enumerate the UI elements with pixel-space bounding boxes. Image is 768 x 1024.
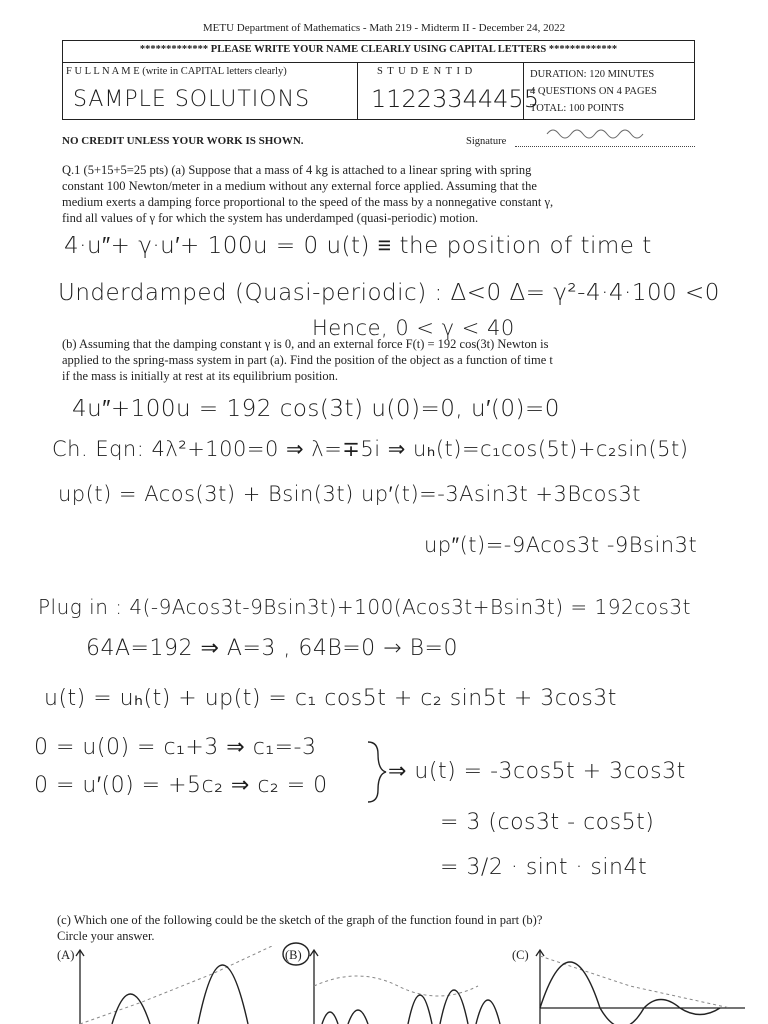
q1b-line: if the mass is initially at rest at its equilibrium position. <box>62 369 339 383</box>
capital-letters-banner: ************* PLEASE WRITE YOUR NAME CLEARLY USING CAPITAL LETTERS ************* <box>139 44 618 55</box>
option-b-label[interactable]: (B) <box>285 948 302 962</box>
q1a-line: find all values of γ for which the system has underdamped (quasi-periodic) motion. <box>62 211 479 225</box>
q1b-answer-line: = 3 (cos3t - cos5t) <box>440 810 655 835</box>
q1a-line: Q.1 (5+15+5=25 pts) (a) Suppose that a mass of 4 kg is attached to a linear spring with spring <box>62 163 532 177</box>
q1b-answer-line: 64A=192 ⇒ A=3 , 64B=0 → B=0 <box>86 636 458 661</box>
page-header-title: METU Department of Mathematics - Math 219 - Midterm II - December 24, 2022 <box>202 22 566 34</box>
questions-text: 4 QUESTIONS ON 4 PAGES <box>530 86 657 97</box>
q1b-answer-line: up″(t)=-9Acos3t -9Bsin3t <box>424 533 698 557</box>
q1b-answer-line: up(t) = Acos(3t) + Bsin(3t) up′(t)=-3Asin3t +3Bcos3t <box>58 482 642 506</box>
divider <box>357 62 358 119</box>
q1c-line: Circle your answer. <box>57 929 155 943</box>
exam-info <box>530 66 657 117</box>
option-a-label[interactable]: (A) <box>57 948 75 962</box>
signature-scribble <box>545 122 665 142</box>
q1b-answer-line: Ch. Eqn: 4λ²+100=0 ⇒ λ=∓5i ⇒ uₕ(t)=c₁cos(5t)+c₂sin(5t) <box>52 437 689 461</box>
option-b-graph[interactable] <box>308 946 508 1024</box>
option-a-graph[interactable] <box>72 946 277 1024</box>
total-points-text: TOTAL: 100 POINTS <box>530 103 625 114</box>
q1a-answer-line: Hence, 0 < γ < 40 <box>312 316 515 340</box>
fullname-field[interactable]: SAMPLE SOLUTIONS <box>73 87 311 112</box>
q1b-line: (b) Assuming that the damping constant γ is 0, and an external force F(t) = 192 cos(3t) Newton is <box>62 337 549 351</box>
q1a-answer-line: Underdamped (Quasi-periodic) : Δ<0 Δ= γ²-4·4·100 <0 <box>58 280 720 306</box>
q1b-answer-line: 0 = u(0) = c₁+3 ⇒ c₁=-3 <box>34 735 317 760</box>
no-credit-notice: NO CREDIT UNLESS YOUR WORK IS SHOWN. <box>62 135 304 147</box>
signature-line[interactable] <box>515 146 695 147</box>
divider <box>63 62 694 63</box>
q1b-answer-line: Plug in : 4(-9Acos3t-9Bsin3t)+100(Acos3t+Bsin3t) = 192cos3t <box>38 595 691 619</box>
option-c-graph[interactable] <box>530 946 745 1024</box>
q1c-text <box>57 912 707 944</box>
q1b-answer-line: 4u″+100u = 192 cos(3t) u(0)=0, u′(0)=0 <box>72 396 560 422</box>
q1b-answer-line: u(t) = uₕ(t) + up(t) = c₁ cos5t + c₂ sin5t + 3cos3t <box>44 686 617 711</box>
q1a-text <box>62 162 702 226</box>
q1a-answer-line: 4·u″+ γ·u′+ 100u = 0 u(t) ≡ the position of time t <box>64 233 652 259</box>
brace-mark <box>364 738 390 808</box>
option-c-label[interactable]: (C) <box>512 948 529 962</box>
duration-text: DURATION: 120 MINUTES <box>530 69 655 80</box>
q1a-line: medium exerts a damping force proportional to the speed of the mass by a nonnegative constant γ, <box>62 195 554 209</box>
q1b-line: applied to the spring-mass system in part (a). Find the position of the object as a function of time t <box>62 353 553 367</box>
q1b-answer-line: 0 = u′(0) = +5c₂ ⇒ c₂ = 0 <box>34 773 328 798</box>
student-id-label: S T U D E N T I D <box>377 66 474 77</box>
q1b-answer-line: = 3/2 · sint · sin4t <box>440 855 648 880</box>
header-box <box>62 40 695 120</box>
q1b-answer-line: ⇒ u(t) = -3cos5t + 3cos3t <box>388 759 686 784</box>
q1b-text <box>62 336 702 384</box>
q1a-line: constant 100 Newton/meter in a medium without any external force applied. Assuming that the <box>62 179 537 193</box>
student-id-field[interactable]: 11223344455 <box>371 85 539 113</box>
q1c-line: (c) Which one of the following could be the sketch of the graph of the function found in part (b)? <box>57 913 543 927</box>
signature-label: Signature <box>466 136 507 147</box>
fullname-label: F U L L N A M E (write in CAPITAL letters clearly) <box>66 66 287 77</box>
